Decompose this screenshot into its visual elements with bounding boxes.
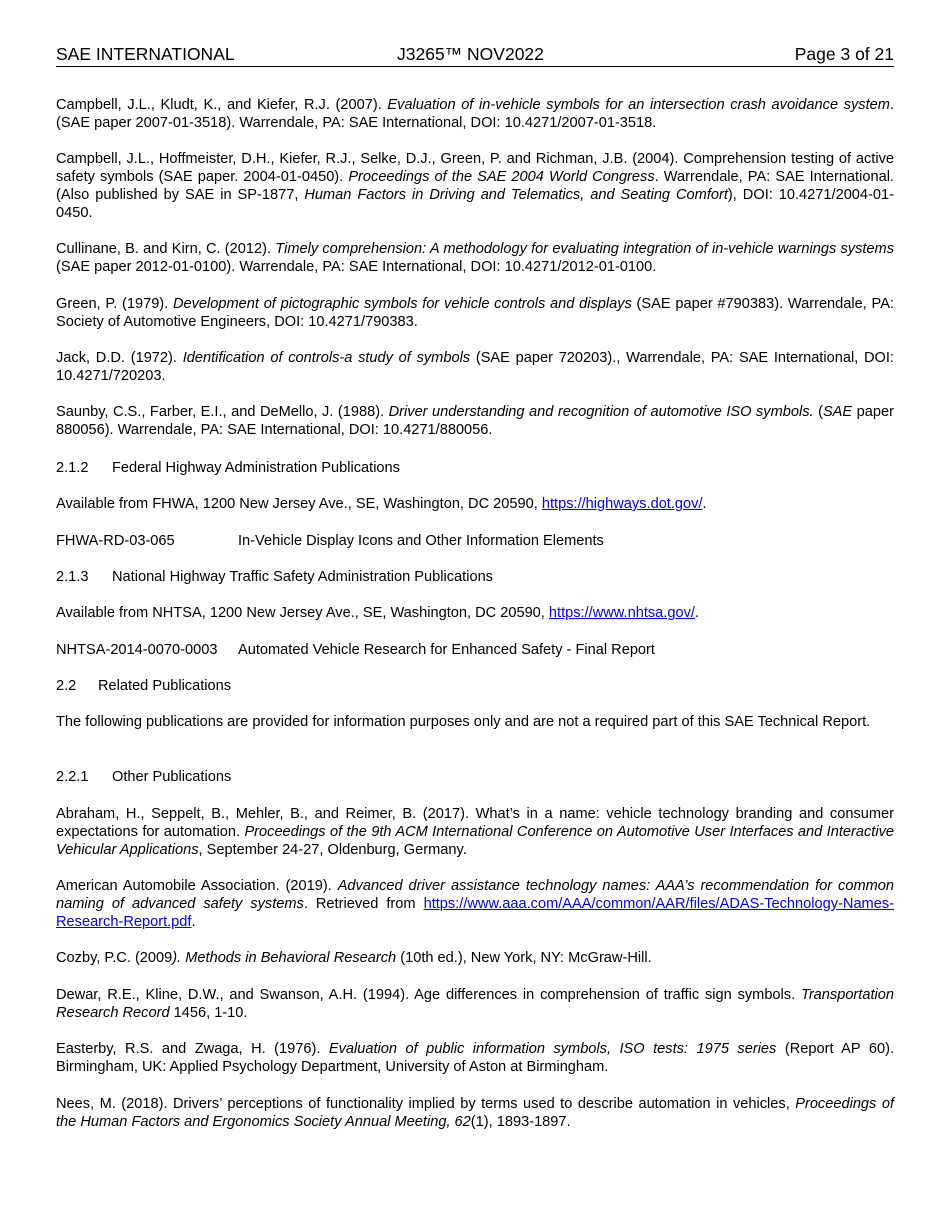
reference-cullinane-2012: Cullinane, B. and Kirn, C. (2012). Timely comprehension: A methodology for evaluating integration of in-vehicle warnings systems (SAE paper 2012-01-0100). Warrendale, PA: SAE International, DOI: 10.4271/2012-01-0100. [56,241,894,275]
aaa-report-link[interactable]: https://www.aaa.com/AAA/common/AAR/files/ADAS-Technology-Names-Research-Report.pdf [56,896,894,930]
reference-campbell-2004: Campbell, J.L., Hoffmeister, D.H., Kiefer, R.J., Selke, D.J., Green, P. and Richman, J.B. (2004). Comprehension testing of active safety symbols (SAE paper. 2004-01-0450). Proceedings of the SAE 2004 World Congress. Warrendale, PA: SAE International. (Also published by SAE in SP-1877, Human Factors in Driving and Telematics, and Seating Comfort), DOI: 10.4271/2004-01-0450. [56,151,894,221]
reference-jack-1972: Jack, D.D. (1972). Identification of controls-a study of symbols (SAE paper 720203)., Warrendale, PA: SAE International, DOI: 10.4271/720203. [56,350,894,384]
page-header [56,44,894,67]
header-page-number: Page 3 of 21 [794,44,894,64]
reference-saunby-1988: Saunby, C.S., Farber, E.I., and DeMello, J. (1988). Driver understanding and recognition of automotive ISO symbols. (SAE paper 880056). Warrendale, PA: SAE International, DOI: 10.4271/880056. [56,404,894,438]
nhtsa-link[interactable]: https://www.nhtsa.gov/ [548,605,695,621]
reference-aaa-2019: American Automobile Association. (2019). Advanced driver assistance technology names: AAA’s recommendation for common naming of advanced safety systems. Retrieved from https://www.aaa.com/AAA/common/AAR/files/ADAS-Technology-Names-Research-Report.pdf. [56,878,894,930]
header-organization: SAE INTERNATIONAL [56,44,235,64]
reference-nees-2018: Nees, M. (2018). Drivers’ perceptions of functionality implied by terms used to describe automation in vehicles, Proceedings of the Human Factors and Ergonomics Society Annual Meeting, 62(1), 1893-1897. [56,1096,894,1130]
reference-dewar-1994: Dewar, R.E., Kline, D.W., and Swanson, A.H. (1994). Age differences in comprehension of traffic sign symbols. Transportation Research Record 1456, 1-10. [56,987,894,1021]
nhtsa-availability: Available from NHTSA, 1200 New Jersey Ave., SE, Washington, DC 20590, https://www.nhtsa.gov/. [56,605,699,621]
section-heading-2-1-2: 2.1.2 Federal Highway Administration Publications [56,460,400,476]
nhtsa-document-entry: NHTSA-2014-0070-0003 Automated Vehicle Research for Enhanced Safety - Final Report [56,642,655,658]
section-heading-2-1-3: 2.1.3 National Highway Traffic Safety Administration Publications [56,569,493,585]
section-heading-2-2: 2.2 Related Publications [56,678,232,694]
reference-green-1979: Green, P. (1979). Development of pictographic symbols for vehicle controls and displays (SAE paper #790383). Warrendale, PA: Society of Automotive Engineers, DOI: 10.4271/790383. [56,296,894,330]
header-document-id: J3265™ NOV2022 [397,44,544,64]
fhwa-document-entry: FHWA-RD-03-065 In-Vehicle Display Icons and Other Information Elements [56,533,604,549]
fhwa-availability: Available from FHWA, 1200 New Jersey Ave., SE, Washington, DC 20590, https://highways.dot.gov/. [56,496,707,512]
fhwa-link[interactable]: https://highways.dot.gov/ [541,496,703,512]
reference-abraham-2017: Abraham, H., Seppelt, B., Mehler, B., and Reimer, B. (2017). What’s in a name: vehicle technology branding and consumer expectations for automation. Proceedings of the 9th ACM International Conference on Automotive User Interfaces and Interactive Vehicular Applications, September 24-27, Oldenburg, Germany. [56,806,895,858]
reference-easterby-1976: Easterby, R.S. and Zwaga, H. (1976). Evaluation of public information symbols, ISO tests: 1975 series (Report AP 60). Birmingham, UK: Applied Psychology Department, University of Aston at Birmingham. [56,1041,895,1075]
reference-campbell-2007: Campbell, J.L., Kludt, K., and Kiefer, R.J. (2007). Evaluation of in-vehicle symbols for an intersection crash avoidance system. (SAE paper 2007-01-3518). Warrendale, PA: SAE International, DOI: 10.4271/2007-01-3518. [56,97,894,131]
related-publications-intro: The following publications are provided for information purposes only and are not a required part of this SAE Technical Report. [56,714,871,730]
section-heading-2-2-1: 2.2.1 Other Publications [56,769,232,785]
reference-cozby-2009: Cozby, P.C. (2009). Methods in Behavioral Research (10th ed.), New York, NY: McGraw-Hill. [56,950,652,966]
